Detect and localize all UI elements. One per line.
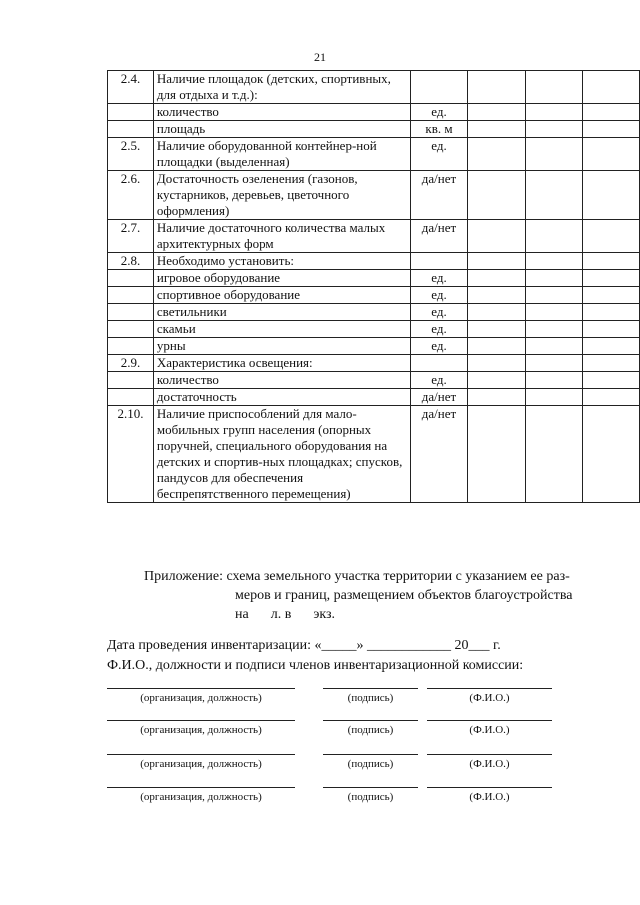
row-value-1 <box>468 171 526 220</box>
organization-position-field-line <box>107 688 295 689</box>
row-value-2 <box>525 287 583 304</box>
row-unit <box>410 355 468 372</box>
row-unit: ед. <box>410 138 468 171</box>
organization-position-field-caption: (организация, должность) <box>140 724 262 736</box>
organization-position-field-caption: (организация, должность) <box>140 692 262 704</box>
row-number <box>108 287 154 304</box>
row-unit: ед. <box>410 372 468 389</box>
row-indicator: Наличие площадок (детских, спортивных, для отдыха и т.д.): <box>153 71 410 104</box>
row-number: 2.6. <box>108 171 154 220</box>
inventory-table <box>107 70 640 503</box>
row-value-3 <box>583 171 640 220</box>
row-unit: ед. <box>410 304 468 321</box>
organization-position-field-line <box>107 754 295 755</box>
row-value-2 <box>525 253 583 270</box>
row-value-2 <box>525 321 583 338</box>
row-value-3 <box>583 270 640 287</box>
signature-field-caption: (подпись) <box>347 692 394 704</box>
row-indicator: спортивное оборудование <box>153 287 410 304</box>
inventory-date-line: Дата проведения инвентаризации: «_____» ____________ 20___ г. <box>107 638 501 653</box>
row-number <box>108 372 154 389</box>
row-number <box>108 104 154 121</box>
row-unit: да/нет <box>410 171 468 220</box>
signature-row <box>107 754 552 776</box>
row-number <box>108 338 154 355</box>
row-value-3 <box>583 220 640 253</box>
row-unit: ед. <box>410 287 468 304</box>
signature-field-line <box>323 754 418 755</box>
row-indicator: игровое оборудование <box>153 270 410 287</box>
signature-field-caption: (подпись) <box>347 758 394 770</box>
signature-field-caption: (подпись) <box>347 791 394 803</box>
row-value-3 <box>583 104 640 121</box>
row-indicator: урны <box>153 338 410 355</box>
row-unit: кв. м <box>410 121 468 138</box>
row-value-3 <box>583 304 640 321</box>
row-number: 2.7. <box>108 220 154 253</box>
appendix-copies: экз. <box>313 607 335 622</box>
row-number: 2.8. <box>108 253 154 270</box>
table-row <box>108 104 640 121</box>
row-indicator: Наличие достаточного количества малых архитектурных форм <box>153 220 410 253</box>
signature-row <box>107 720 552 742</box>
row-value-1 <box>468 287 526 304</box>
row-value-3 <box>583 338 640 355</box>
row-unit: ед. <box>410 104 468 121</box>
signature-row <box>107 787 552 809</box>
row-value-1 <box>468 121 526 138</box>
row-value-3 <box>583 355 640 372</box>
row-value-1 <box>468 270 526 287</box>
row-value-3 <box>583 121 640 138</box>
full-name-field-line <box>427 754 552 755</box>
signature-field-line <box>323 688 418 689</box>
organization-position-field-caption: (организация, должность) <box>140 758 262 770</box>
row-value-3 <box>583 138 640 171</box>
commission-heading: Ф.И.О., должности и подписи членов инвентаризационной комиссии: <box>107 658 524 673</box>
row-value-2 <box>525 138 583 171</box>
row-value-2 <box>525 338 583 355</box>
table-row <box>108 321 640 338</box>
row-value-2 <box>525 304 583 321</box>
table-row <box>108 71 640 104</box>
table-row <box>108 287 640 304</box>
row-indicator: светильники <box>153 304 410 321</box>
row-number <box>108 389 154 406</box>
row-value-3 <box>583 389 640 406</box>
full-name-field-caption: (Ф.И.О.) <box>469 692 510 704</box>
row-indicator: Наличие приспособлений для мало-мобильных групп населения (опорных поручней, специального оборудования на детских и спортив-ных площадках; спусков, пандусов для обеспечения беспрепятственного перемещения) <box>153 406 410 503</box>
row-number <box>108 321 154 338</box>
table-row <box>108 389 640 406</box>
row-number <box>108 121 154 138</box>
row-value-3 <box>583 253 640 270</box>
row-value-2 <box>525 406 583 503</box>
organization-position-field-line <box>107 720 295 721</box>
row-unit <box>410 71 468 104</box>
row-value-2 <box>525 220 583 253</box>
row-value-1 <box>468 220 526 253</box>
table-row <box>108 355 640 372</box>
row-indicator: количество <box>153 104 410 121</box>
signature-field-line <box>323 787 418 788</box>
appendix-line-2: меров и границ, размещением объектов благоустройства <box>235 588 573 603</box>
row-value-2 <box>525 121 583 138</box>
appendix-line-3 <box>144 605 604 624</box>
signature-field-caption: (подпись) <box>347 724 394 736</box>
table-row <box>108 253 640 270</box>
row-indicator: Характеристика освещения: <box>153 355 410 372</box>
row-value-3 <box>583 406 640 503</box>
appendix-na: на <box>235 607 249 622</box>
row-value-1 <box>468 372 526 389</box>
full-name-field-caption: (Ф.И.О.) <box>469 791 510 803</box>
row-indicator: скамьи <box>153 321 410 338</box>
row-value-2 <box>525 71 583 104</box>
row-indicator: Наличие оборудованной контейнер-ной площадки (выделенная) <box>153 138 410 171</box>
row-value-3 <box>583 372 640 389</box>
row-value-1 <box>468 304 526 321</box>
row-number: 2.5. <box>108 138 154 171</box>
full-name-field-line <box>427 787 552 788</box>
row-value-1 <box>468 338 526 355</box>
table-row <box>108 372 640 389</box>
row-indicator: площадь <box>153 121 410 138</box>
row-value-1 <box>468 71 526 104</box>
row-value-2 <box>525 372 583 389</box>
row-number <box>108 270 154 287</box>
appendix-note <box>144 567 604 624</box>
row-value-1 <box>468 389 526 406</box>
row-value-2 <box>525 389 583 406</box>
inventory-table-body <box>108 71 640 503</box>
row-value-3 <box>583 71 640 104</box>
organization-position-field-caption: (организация, должность) <box>140 791 262 803</box>
row-value-3 <box>583 321 640 338</box>
row-number <box>108 304 154 321</box>
row-unit: да/нет <box>410 220 468 253</box>
full-name-field-caption: (Ф.И.О.) <box>469 758 510 770</box>
table-row <box>108 338 640 355</box>
row-unit: ед. <box>410 270 468 287</box>
row-unit: да/нет <box>410 406 468 503</box>
full-name-field-line <box>427 720 552 721</box>
row-value-2 <box>525 171 583 220</box>
table-row <box>108 138 640 171</box>
row-unit: ед. <box>410 321 468 338</box>
row-indicator: количество <box>153 372 410 389</box>
signature-field-line <box>323 720 418 721</box>
row-unit: ед. <box>410 338 468 355</box>
signature-row <box>107 688 552 710</box>
row-unit <box>410 253 468 270</box>
row-indicator: Необходимо установить: <box>153 253 410 270</box>
organization-position-field-line <box>107 787 295 788</box>
row-number: 2.4. <box>108 71 154 104</box>
row-value-3 <box>583 287 640 304</box>
row-value-1 <box>468 406 526 503</box>
table-row <box>108 406 640 503</box>
row-indicator: достаточность <box>153 389 410 406</box>
appendix-line-1: Приложение: схема земельного участка территории с указанием ее раз- <box>144 569 570 584</box>
row-value-1 <box>468 355 526 372</box>
row-number: 2.10. <box>108 406 154 503</box>
row-value-2 <box>525 270 583 287</box>
page-number: 21 <box>314 50 326 64</box>
row-indicator: Достаточность озеленения (газонов, кустарников, деревьев, цветочного оформления) <box>153 171 410 220</box>
table-row <box>108 121 640 138</box>
row-value-1 <box>468 104 526 121</box>
row-unit: да/нет <box>410 389 468 406</box>
row-value-2 <box>525 355 583 372</box>
full-name-field-line <box>427 688 552 689</box>
row-value-1 <box>468 253 526 270</box>
table-row <box>108 304 640 321</box>
row-number: 2.9. <box>108 355 154 372</box>
row-value-2 <box>525 104 583 121</box>
appendix-sheets: л. в <box>270 607 292 622</box>
table-row <box>108 270 640 287</box>
row-value-1 <box>468 138 526 171</box>
row-value-1 <box>468 321 526 338</box>
full-name-field-caption: (Ф.И.О.) <box>469 724 510 736</box>
table-row <box>108 220 640 253</box>
table-row <box>108 171 640 220</box>
